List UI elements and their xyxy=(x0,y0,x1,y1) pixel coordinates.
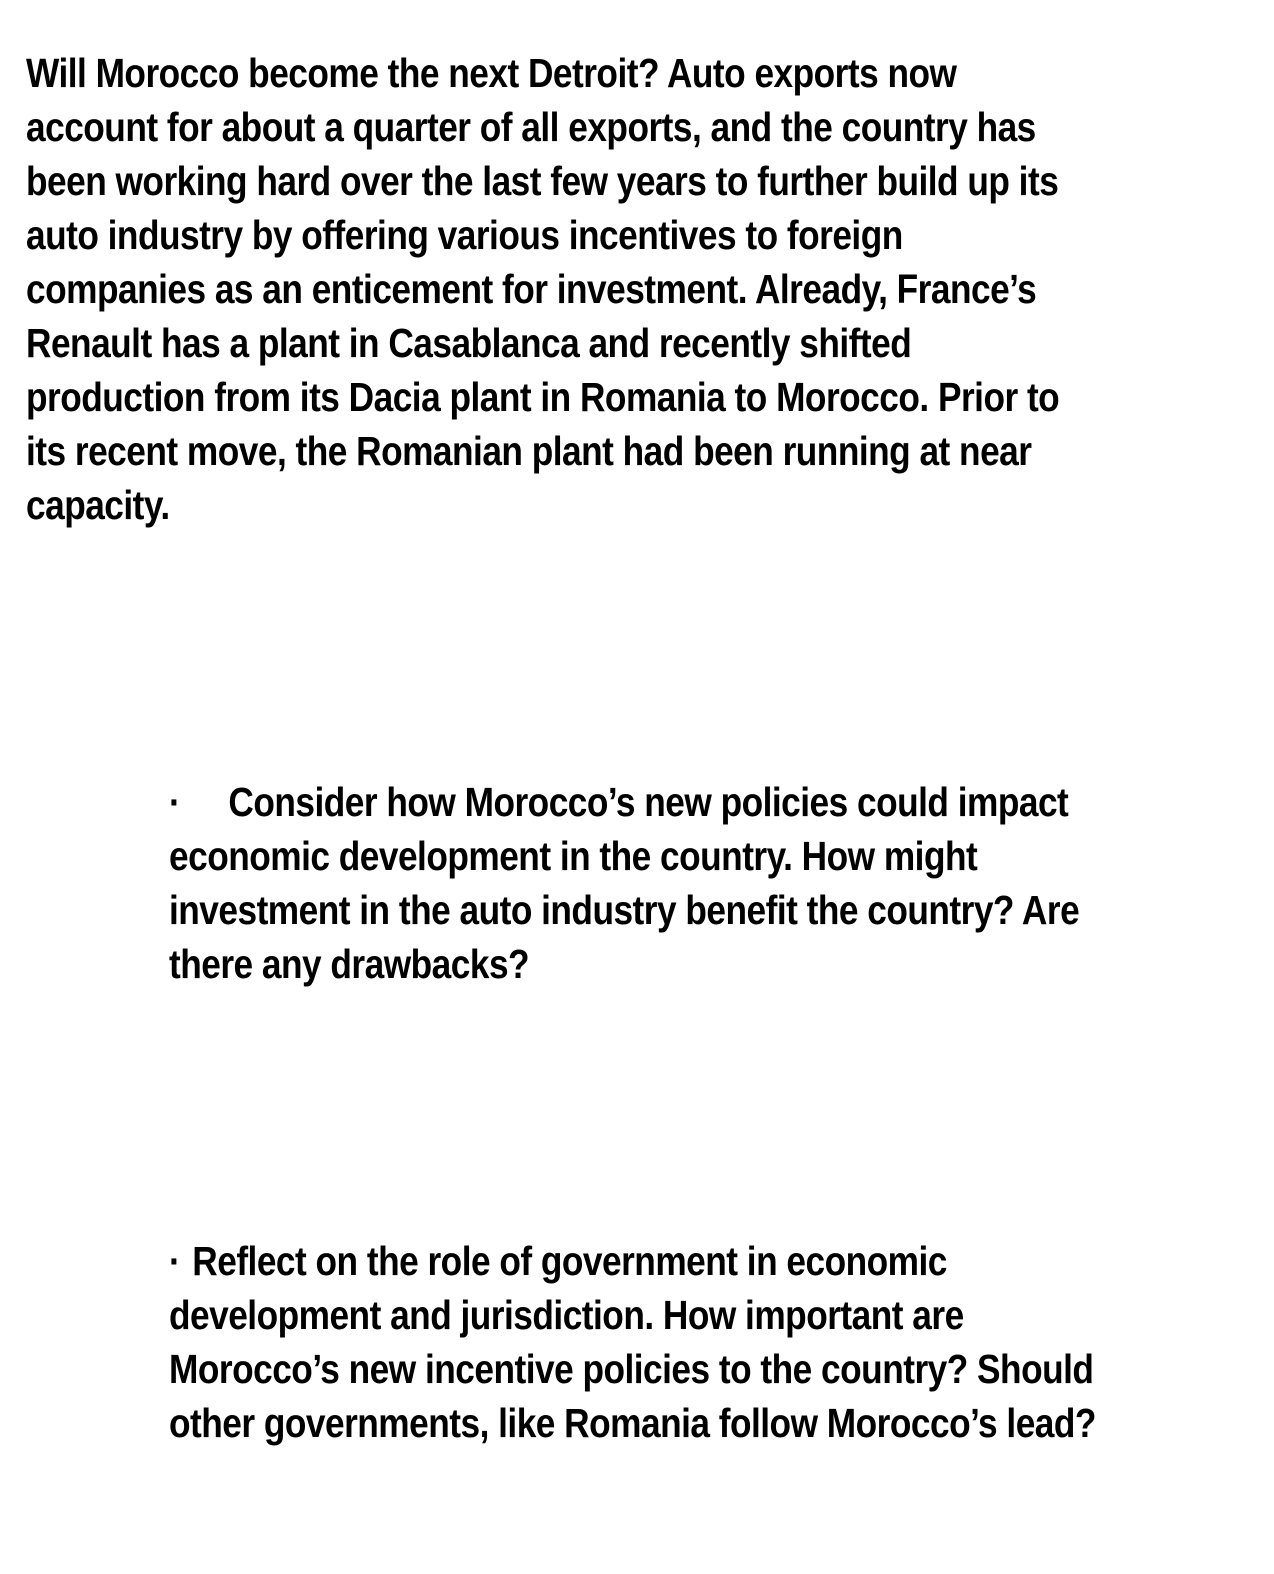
intro-line: capacity. xyxy=(26,482,170,528)
intro-paragraph xyxy=(26,46,1059,532)
question-line: Morocco’s new incentive policies to the country? Should xyxy=(169,1346,1094,1392)
bullet-dot: · xyxy=(169,779,181,825)
question-2 xyxy=(169,1234,1096,1450)
bullet-dot: · xyxy=(169,1238,181,1284)
intro-line: Will Morocco become the next Detroit? Auto exports now xyxy=(26,50,957,96)
intro-line: Renault has a plant in Casablanca and recently shifted xyxy=(26,320,912,366)
question-line: investment in the auto industry benefit the country? Are xyxy=(169,887,1080,933)
intro-line: auto industry by offering various incentives to foreign xyxy=(26,212,903,258)
intro-line: companies as an enticement for investment. Already, France’s xyxy=(26,266,1037,312)
intro-line: production from its Dacia plant in Romania to Morocco. Prior to xyxy=(26,374,1060,420)
question-line: there any drawbacks? xyxy=(169,941,530,987)
intro-line: its recent move, the Romanian plant had been running at near xyxy=(26,428,1032,474)
intro-line: account for about a quarter of all exports, and the country has xyxy=(26,104,1036,150)
question-2-first-line xyxy=(169,1234,1096,1288)
intro-line: been working hard over the last few years to further build up its xyxy=(26,158,1059,204)
question-line: economic development in the country. How might xyxy=(169,833,978,879)
question-1 xyxy=(169,775,1079,991)
question-line: Reflect on the role of government in economic xyxy=(192,1238,947,1284)
question-1-first-line xyxy=(169,775,1079,829)
question-line: Consider how Morocco’s new policies could impact xyxy=(228,779,1069,825)
question-line: other governments, like Romania follow Morocco’s lead? xyxy=(169,1400,1096,1446)
question-line: development and jurisdiction. How important are xyxy=(169,1292,964,1338)
